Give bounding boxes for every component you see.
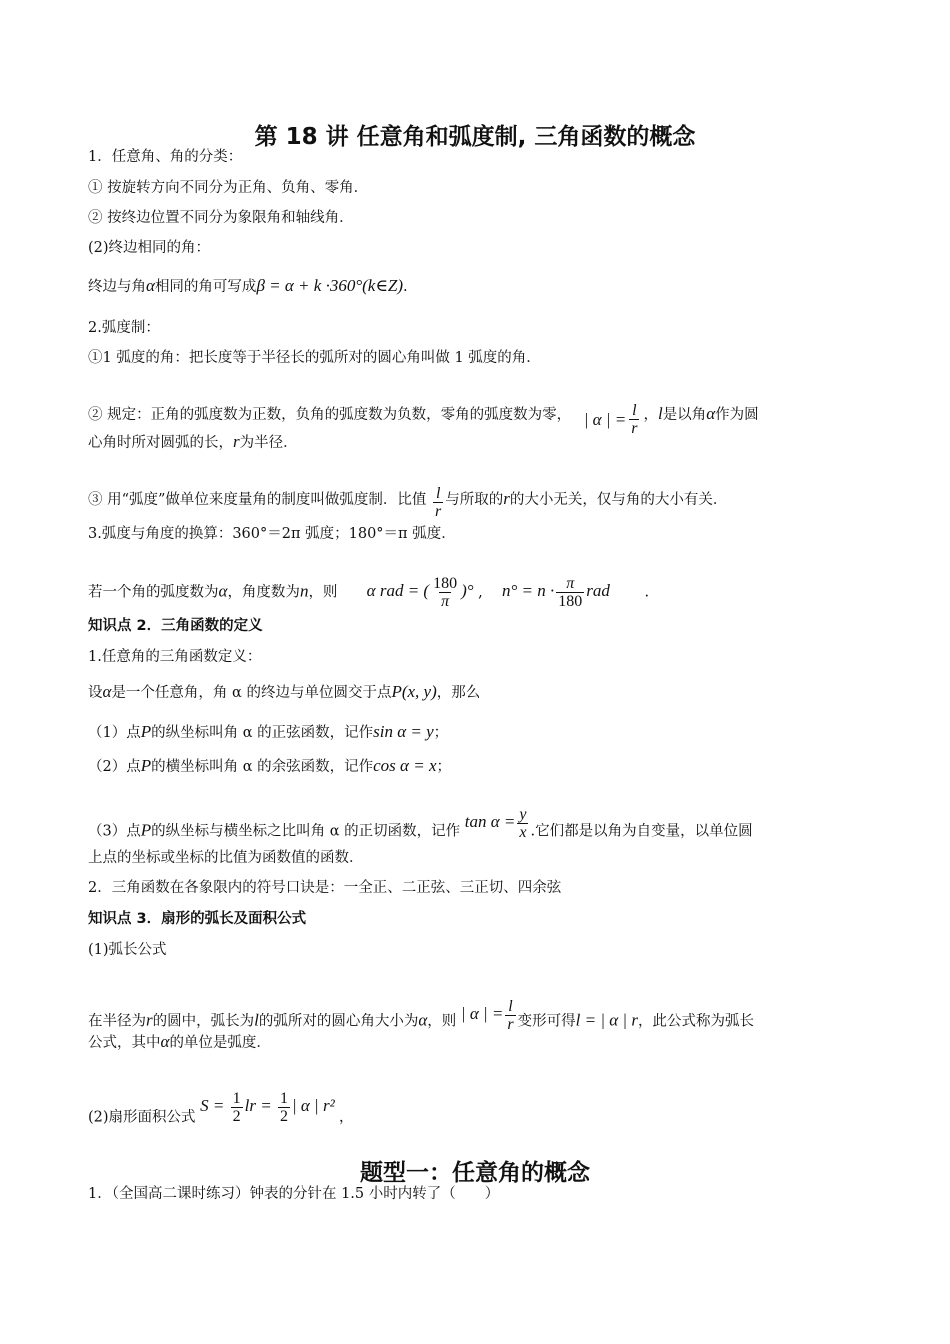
line-tangent-definition-cont: 上点的坐标或坐标的比值为函数值的函数．	[88, 850, 364, 866]
tangent-formula: tan α = $\frac{y}{x}$	[464, 806, 527, 841]
arc-ratio-formula: | α | = $\frac{l}{r}$	[460, 998, 514, 1033]
cosine-formula: cos α = x	[373, 756, 437, 775]
page-title: 第 18 讲 任意角和弧度制, 三角函数的概念	[254, 124, 696, 150]
kp2-heading: 知识点 2．三角函数的定义	[88, 618, 263, 634]
line-tangent-definition: （3）点P的纵坐标与横坐标之比叫角 α 的正切函数，记作 tan α = $\frac{y}{x}$ .它们都是以角为自变量，以单位圆	[88, 806, 753, 841]
line-coterminal-formula: 终边与角α相同的角可写成β = α + k ·360°(k∈Z).	[88, 276, 408, 295]
line-one-radian-definition: ①1 弧度的角：把长度等于半径长的弧所对的圆心角叫做 1 弧度的角．	[88, 350, 541, 366]
arc-length-formula: l = | α | r	[575, 1010, 638, 1030]
line-arc-length-heading: (1)弧长公式	[88, 942, 167, 958]
line-arc-length-formula: 在半径为r的圆中，弧长为l的弧所对的圆心角大小为α，则 | α | = $\frac{l}{r}$ 变形可得l = | α | r，此公式称为弧长	[88, 998, 754, 1033]
line-sector-area: (2)扇形面积公式 S = $\frac{1}{2}$ lr = $\frac{1}{2}$ | α | r² ，	[88, 1090, 354, 1126]
line-angle-classification: 1．任意角、角的分类：	[88, 149, 243, 165]
line-radian-heading: 2.弧度制：	[88, 320, 160, 336]
line-conversion-formulas: 若一个角的弧度数为α，角度数为n，则 α rad = ( $\frac{180}{\pi}$ )° , n° = n · $\frac{\pi}{180}$ rad .	[88, 575, 650, 610]
ratio-l-over-r: $\frac{l}{r}$	[435, 485, 442, 520]
line-quadrant-signs: 2．三角函数在各象限内的符号口诀是：一全正、二正弦、三正切、四余弦	[88, 880, 562, 896]
alpha-symbol: α	[146, 276, 155, 295]
line-radian-rule-cont: 心角时所对圆弧的长，r为半径．	[88, 432, 298, 451]
line-sine-definition: （1）点P的纵坐标叫角 α 的正弦函数，记作sin α = y；	[88, 722, 449, 741]
sine-formula: sin α = y	[373, 722, 434, 741]
sector-area-formula: S = $\frac{1}{2}$ lr = $\frac{1}{2}$ | α | r²	[200, 1090, 335, 1125]
deg-to-rad-formula: n° = n · $\frac{\pi}{180}$ rad	[501, 575, 610, 610]
line-unit-circle: 设α是一个任意角，角 α 的终边与单位圆交于点P(x, y)，那么	[88, 682, 481, 701]
point-P: P(x, y)	[391, 682, 437, 701]
kp3-heading: 知识点 3．扇形的弧长及面积公式	[88, 911, 307, 927]
radian-formula: | α | = $\frac{l}{r}$	[583, 402, 638, 437]
line-radian-system: ③ 用“弧度”做单位来度量角的制度叫做弧度制．比值 $\frac{l}{r}$ 与所取的r的大小无关，仅与角的大小有关．	[88, 485, 728, 520]
question-1: 1．（全国高二课时练习）钟表的分针在 1.5 小时内转了（ ）	[88, 1186, 500, 1202]
line-terminal-side-position: ② 按终边位置不同分为象限角和轴线角．	[88, 210, 354, 226]
line-rotation-direction: ① 按旋转方向不同分为正角、负角、零角．	[88, 180, 369, 196]
rad-to-deg-formula: α rad = ( $\frac{180}{\pi}$ )°	[366, 575, 474, 610]
line-degree-radian-conversion: 3.弧度与角度的换算：360°＝2π 弧度；180°＝π 弧度．	[88, 526, 456, 542]
line-cosine-definition: （2）点P的横坐标叫角 α 的余弦函数，记作cos α = x；	[88, 756, 451, 775]
coterminal-formula: β = α + k ·360°(k∈Z)	[256, 276, 404, 295]
line-radian-rule: ② 规定：正角的弧度数为正数，负角的弧度数为负数，零角的弧度数为零， | α | = $\frac{l}{r}$ ，l是以角α作为圆	[88, 402, 759, 437]
section-heading-type1: 题型一：任意角的概念	[360, 1160, 590, 1186]
line-trig-definition-heading: 1.任意角的三角函数定义：	[88, 649, 262, 665]
line-coterminal-heading: (2)终边相同的角：	[88, 240, 211, 256]
line-arc-length-note: 公式，其中α的单位是弧度．	[88, 1032, 271, 1051]
